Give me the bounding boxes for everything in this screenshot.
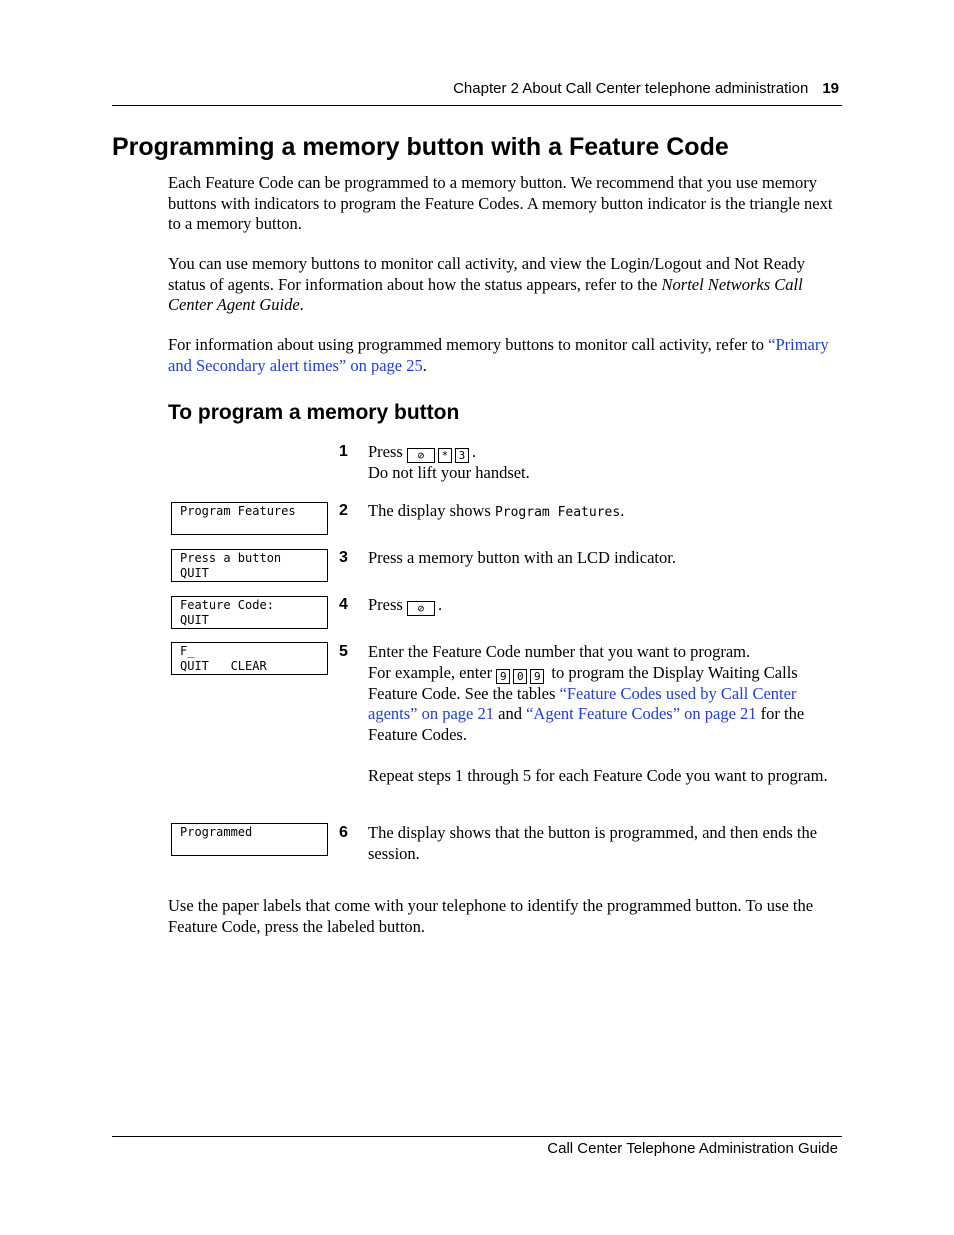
- nine-key-icon: 9: [496, 669, 510, 684]
- agent-guide-reference: Nortel Networks Call Center Agent Guide: [168, 274, 803, 314]
- page-footer: [112, 1136, 842, 1160]
- lcd-display-feature-entry: F_ QUIT CLEAR: [171, 642, 328, 675]
- closing-paragraph: Use the paper labels that come with your telephone to identify the programmed button. To use the Feature Code, press the labeled button.: [168, 896, 814, 936]
- step-2-text: The display shows Program Features.: [368, 501, 625, 520]
- star-key-icon: *: [438, 448, 452, 463]
- intro-paragraph: Each Feature Code can be programmed to a memory button. We recommend that you use memory buttons with indicators to program the Feature Codes. A memory button indicator is the triangle next to a memory button.: [168, 173, 833, 233]
- zero-key-icon: 0: [513, 669, 527, 684]
- step-2-number: 2: [339, 502, 348, 519]
- step-5-text: Enter the Feature Code number that you want to program. For example, enter 9 0 9 to program the Display Waiting Calls Feature Code. See the tables “Feature Codes used by Call Center agents” on page 21 and “Agent Feature Codes” on page 21 for the Feature Codes. Repeat steps 1 through 5 for each Feature Code you want to program.: [368, 642, 838, 786]
- agent-feature-codes-link[interactable]: “Agent Feature Codes” on page 21: [526, 704, 757, 723]
- step-3-number: 3: [339, 549, 348, 566]
- monitor-paragraph: For information about using programmed memory buttons to monitor call activity, refer to “Primary and Secondary alert times” on page 25.: [168, 335, 829, 375]
- guide-title: Call Center Telephone Administration Guide: [547, 1140, 838, 1157]
- lcd-display-feature-code: Feature Code: QUIT: [171, 596, 328, 629]
- repeat-note: Repeat steps 1 through 5 for each Feature Code you want to program.: [368, 765, 828, 785]
- status-paragraph: You can use memory buttons to monitor call activity, and view the Login/Logout and Not Ready status of agents. For information about how the status appears, refer to the Nortel Networks Call Center Agent Guide.: [168, 254, 805, 314]
- lcd-display-program-features: Program Features: [171, 502, 328, 535]
- lcd-display-programmed: Programmed: [171, 823, 328, 856]
- nine-key-icon: 9: [530, 669, 544, 684]
- step-1-number: 1: [339, 443, 348, 460]
- page-number: 19: [822, 80, 839, 97]
- step-1-text: Press ⊘ * 3 . Do not lift your handset.: [368, 442, 530, 482]
- page-header: [112, 78, 842, 106]
- alert-times-link[interactable]: “Primary and Secondary alert times” on page 25: [168, 335, 829, 375]
- chapter-title: Chapter 2 About Call Center telephone administration: [453, 80, 809, 97]
- feature-key-icon: ⊘: [407, 601, 435, 616]
- feature-key-icon: ⊘: [407, 448, 435, 463]
- step-4-text: Press ⊘ .: [368, 595, 443, 615]
- step-5-number: 5: [339, 643, 348, 660]
- procedure-heading: To program a memory button: [168, 401, 460, 424]
- step-6-number: 6: [339, 824, 348, 841]
- feature-codes-agents-link[interactable]: “Feature Codes used by Call Center agents” on page 21: [368, 683, 797, 723]
- step-3-text: Press a memory button with an LCD indicator.: [368, 548, 676, 567]
- lcd-display-press-button: Press a button QUIT: [171, 549, 328, 582]
- step-4-number: 4: [339, 596, 348, 613]
- section-title: Programming a memory button with a Feature Code: [112, 133, 729, 161]
- step-6-text: The display shows that the button is programmed, and then ends the session.: [368, 823, 818, 863]
- three-key-icon: 3: [455, 448, 469, 463]
